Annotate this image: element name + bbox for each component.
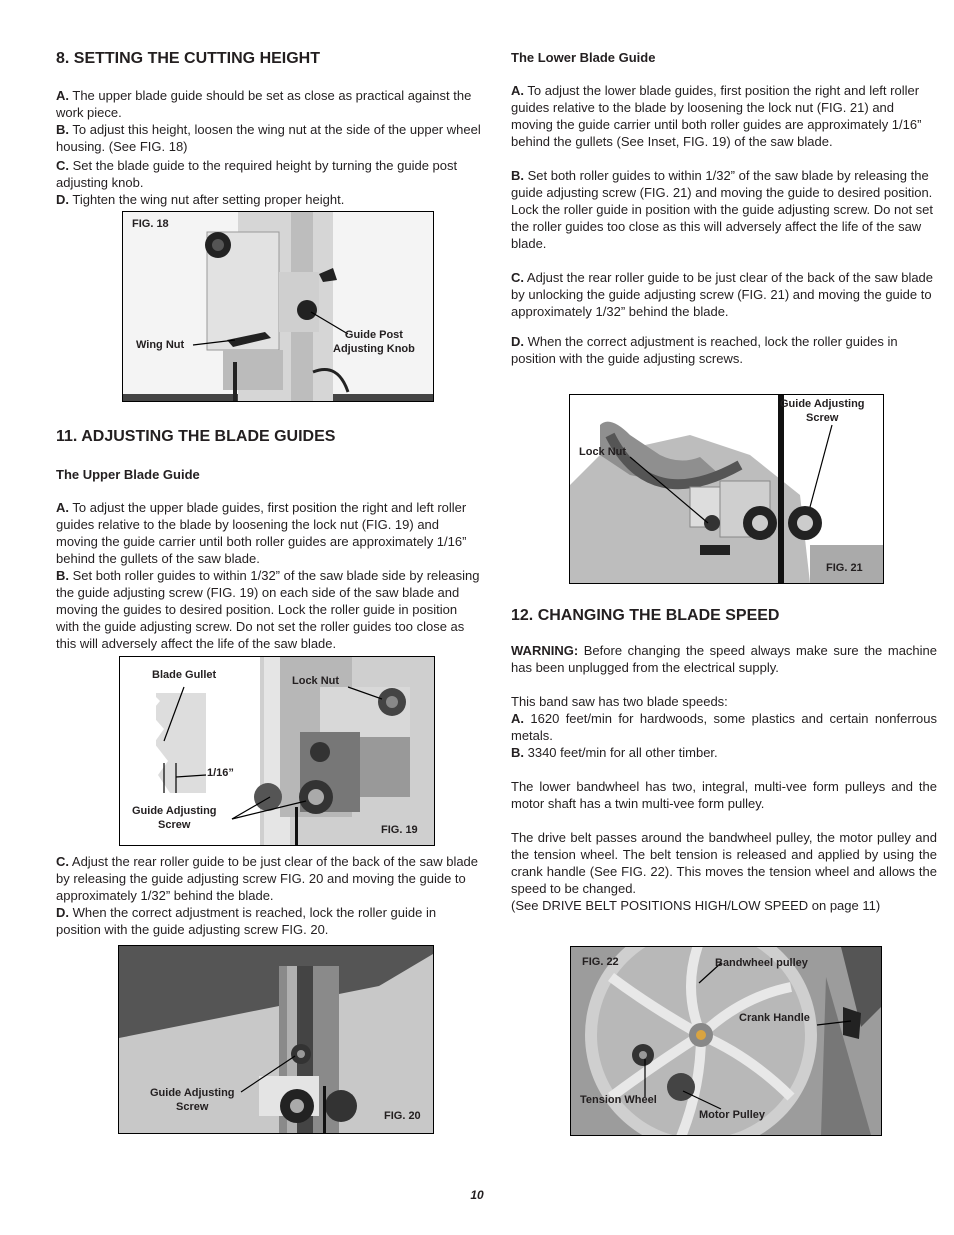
left-column [56, 50, 483, 208]
warning: WARNING: Before changing the speed always make sure the machine has been unplugged from the electrical supply. [511, 643, 937, 675]
lower-blade-guide-title: The Lower Blade Guide [511, 50, 656, 65]
page-number: 10 [470, 1188, 484, 1202]
fig19-guide-adjusting-screw: Guide Adjusting Screw [132, 805, 217, 831]
fig21-guide-adjusting-screw: Guide Adjusting Screw [780, 398, 865, 424]
figure-19 [119, 656, 435, 846]
lower-d: D. When the correct adjustment is reached, lock the roller guides in position with the guide adjusting screws. [511, 334, 898, 366]
upper-blade-guide-title: The Upper Blade Guide [56, 467, 200, 482]
upper-d: D. When the correct adjustment is reached, lock the roller guide in position with the guide adjusting screw FIG. 20. [56, 905, 437, 937]
fig20-label: FIG. 20 [384, 1110, 421, 1122]
fig22-label: FIG. 22 [582, 956, 619, 968]
right-column [511, 50, 937, 367]
upper-a: A. To adjust the upper blade guides, first position the right and left roller guides relative to the blade by loosening the lock nut (FIG. 19) and moving the guide carrier until both roller guides are approximately 1/16” behind the gullets of the saw blade. [56, 500, 467, 566]
speeds-intro: This band saw has two blade speeds: [511, 694, 728, 709]
pulleys-paragraph: The lower bandwheel has two, integral, multi-vee form pulleys and the motor shaft has a twin multi-vee form pulley. [511, 779, 937, 811]
upper-b: B. Set both roller guides to within 1/32” of the saw blade side by releasing the guide adjusting screw (FIG. 19) on each side of the saw blade and moving the guides to desired position. Lock the roller guide in position with the guide adjusting screw. Do not set the roller guides too close as this will adversely affect the life of the saw blade. [56, 568, 480, 651]
right-column-2 [511, 607, 937, 914]
left-column-3 [56, 853, 483, 938]
fig21-lock-nut: Lock Nut [579, 446, 627, 458]
section-8-title: 8. SETTING THE CUTTING HEIGHT [56, 50, 321, 67]
figure-22 [570, 946, 882, 1136]
fig22-tension-wheel: Tension Wheel [580, 1094, 657, 1106]
fig22-motor-pulley: Motor Pulley [699, 1109, 766, 1121]
see-reference: (See DRIVE BELT POSITIONS HIGH/LOW SPEED on page 11) [511, 898, 881, 913]
lower-a: A. To adjust the lower blade guides, first position the right and left roller guides relative to the blade by loosening the lock nut (FIG. 21) and moving the guide carrier until both roller guides are approximately 1/16” behind the gullets (See Inset, FIG. 19) of the saw blade. [511, 83, 922, 149]
fig19-blade-gullet: Blade Gullet [152, 669, 217, 681]
fig18-label: FIG. 18 [132, 218, 169, 230]
figure-20 [118, 945, 434, 1134]
s8-a: A. The upper blade guide should be set as close as practical against the work piece. [56, 88, 472, 120]
speed-b: B. 3340 feet/min for all other timber. [511, 745, 718, 760]
belt-paragraph: The drive belt passes around the bandwheel pulley, the motor pulley and the tension wheel. The belt tension is released and applied by using the crank handle (See FIG. 22). This moves the tension wheel and allows the speed to be changed. [511, 830, 937, 896]
fig22-bandwheel-pulley: Bandwheel pulley [715, 957, 808, 969]
fig20-guide-adjusting-screw: Guide Adjusting Screw [150, 1087, 235, 1113]
lower-b: B. Set both roller guides to within 1/32” of the saw blade by releasing the guide adjusting screw (FIG. 21) and moving the guide to desired position. Lock the roller guide in position with the guide adjusting screw. Do not set the roller guides too close as this will adversely affect the life of the saw blade. [511, 168, 934, 251]
s8-c: C. Set the blade guide to the required height by turning the guide post adjusting knob. [56, 158, 458, 190]
fig19-lock-nut: Lock Nut [292, 675, 340, 687]
upper-c: C. Adjust the rear roller guide to be just clear of the back of the saw blade by releasing the guide adjusting screw FIG. 20 and moving the guide to approximately 1/32” behind the blade. [56, 854, 479, 903]
fig22-crank-handle: Crank Handle [739, 1012, 810, 1024]
s8-d: D. Tighten the wing nut after setting proper height. [56, 192, 345, 207]
fig18-guide-post-knob: Guide Post Adjusting Knob [333, 329, 415, 355]
left-column-2 [56, 428, 483, 652]
fig19-label: FIG. 19 [381, 824, 418, 836]
fig19-sixteenth: 1/16” [207, 767, 234, 779]
speed-a: A. 1620 feet/min for hardwoods, some plastics and certain nonferrous metals. [511, 711, 937, 743]
fig21-label: FIG. 21 [826, 562, 863, 574]
fig18-wing-nut: Wing Nut [136, 339, 185, 351]
figure-21 [569, 394, 884, 584]
fig18-photo [123, 212, 433, 401]
s8-b: B. To adjust this height, loosen the wing nut at the side of the upper wheel housing. (See FIG. 18) [56, 122, 481, 154]
section-12-title: 12. CHANGING THE BLADE SPEED [511, 607, 780, 624]
figure-18 [122, 211, 434, 402]
lower-c: C. Adjust the rear roller guide to be just clear of the back of the saw blade by unlocking the guide adjusting screw (FIG. 21) and moving the guide to approximately 1/32” behind the blade. [511, 270, 934, 319]
section-11-title: 11. ADJUSTING THE BLADE GUIDES [56, 428, 336, 445]
